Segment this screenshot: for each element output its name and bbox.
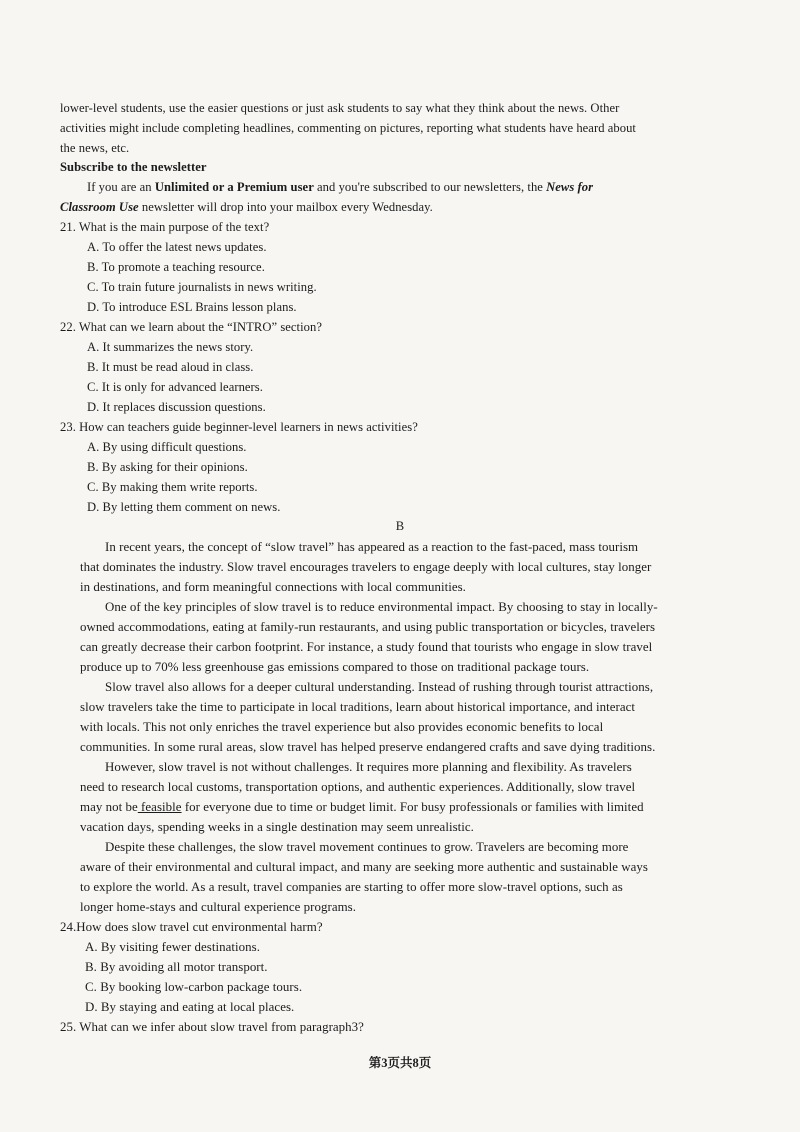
question-22-option-c: C. It is only for advanced learners. [87,380,263,394]
subscribe-paragraph-line-2 [60,199,433,215]
passage-b-p5-line-1: Despite these challenges, the slow travel movement continues to grow. Travelers are becoming more [105,840,629,854]
passage-b-p3-line-2: slow travelers take the time to participate in local traditions, learn about historical importance, and interact [80,700,636,714]
question-22-option-a: A. It summarizes the news story. [87,340,254,354]
passage-a-line-2: activities might include completing headlines, commenting on pictures, reporting what students have heard about [60,121,636,135]
passage-b-p2-line-1: One of the key principles of slow travel is to reduce environmental impact. By choosing to stay in locally- [105,600,658,614]
passage-b-p5-line-3: to explore the world. As a result, travel companies are starting to offer more slow-travel options, such as [80,880,623,894]
question-23-option-b: B. By asking for their opinions. [87,460,248,474]
question-22-stem: 22. What can we learn about the “INTRO” section? [60,320,322,334]
page-number-footer: 第3页共8页 [368,1056,432,1070]
subscribe-text-a: If you are an [87,180,155,194]
passage-b-p3-line-4: communities. In some rural areas, slow travel has helped preserve endangered crafts and save dying traditions. [80,740,656,754]
passage-b-p1-line-1: In recent years, the concept of “slow travel” has appeared as a reaction to the fast-paced, mass tourism [105,540,639,554]
passage-b-p2-line-3: can greatly decrease their carbon footprint. For instance, a study found that tourists who engage in slow travel [80,640,653,654]
question-23-option-d: D. By letting them comment on news. [87,500,281,514]
passage-b-p5-line-4: longer home-stays and cultural experience programs. [80,900,357,914]
question-24-option-b: B. By avoiding all motor transport. [85,960,268,974]
newsletter-title-part-2: Classroom Use [60,200,139,214]
question-25-stem: 25. What can we infer about slow travel from paragraph3? [60,1020,364,1034]
question-23-stem: 23. How can teachers guide beginner-level learners in news activities? [60,420,418,434]
subscribe-heading: Subscribe to the newsletter [60,160,207,174]
passage-a-line-1: lower-level students, use the easier questions or just ask students to say what they think about the news. Other [60,101,620,115]
passage-b-p4-line-2: need to research local customs, transportation options, and authentic experiences. Additionally, slow travel [80,780,636,794]
question-24-option-d: D. By staying and eating at local places. [85,1000,295,1014]
passage-b-p3-line-3: with locals. This not only enriches the travel experience but also provides economic benefits to local [80,720,604,734]
passage-b-p2-line-2: owned accommodations, eating at family-run restaurants, and using public transportation or bicycles, travelers [80,620,656,634]
passage-b-p2-line-4: produce up to 70% less greenhouse gas emissions compared to those on traditional package tours. [80,660,590,674]
p4-text-c: for everyone due to time or budget limit. For busy professionals or families with limited [181,800,644,814]
newsletter-title-part-1: News for [546,180,594,194]
question-23-option-a: A. By using difficult questions. [87,440,247,454]
passage-b-p5-line-2: aware of their environmental and cultural impact, and many are seeking more authentic and sustainable ways [80,860,648,874]
subscribe-paragraph-line-1 [87,179,593,195]
passage-b-p3-line-1: Slow travel also allows for a deeper cultural understanding. Instead of rushing through tourist attractions, [105,680,654,694]
passage-b-label: B [395,519,405,533]
question-24-stem: 24.How does slow travel cut environmental harm? [60,920,323,934]
subscribe-text-e: newsletter will drop into your mailbox every Wednesday. [138,200,433,214]
p4-text-a: may not be [80,800,138,814]
passage-b-p4-line-1: However, slow travel is not without challenges. It requires more planning and flexibility. As travelers [105,760,632,774]
question-21-option-b: B. To promote a teaching resource. [87,260,265,274]
passage-b-p4-line-3 [80,799,644,815]
question-21-stem: 21. What is the main purpose of the text? [60,220,270,234]
question-21-option-c: C. To train future journalists in news writing. [87,280,317,294]
subscribe-user-type: Unlimited or a Premium user [154,180,314,194]
passage-b-p1-line-2: that dominates the industry. Slow travel encourages travelers to engage deeply with local cultures, stay longer [80,560,652,574]
question-22-option-b: B. It must be read aloud in class. [87,360,254,374]
question-21-option-a: A. To offer the latest news updates. [87,240,267,254]
passage-b-p4-line-4: vacation days, spending weeks in a single destination may seem unrealistic. [80,820,474,834]
underlined-word-feasible: feasible [137,800,182,814]
question-23-option-c: C. By making them write reports. [87,480,258,494]
subscribe-text-c: and you're subscribed to our newsletters, the [313,180,547,194]
question-22-option-d: D. It replaces discussion questions. [87,400,266,414]
passage-a-line-3: the news, etc. [60,141,130,155]
question-21-option-d: D. To introduce ESL Brains lesson plans. [87,300,297,314]
question-24-option-a: A. By visiting fewer destinations. [85,940,260,954]
question-24-option-c: C. By booking low-carbon package tours. [85,980,303,994]
passage-b-p1-line-3: in destinations, and form meaningful connections with local communities. [80,580,466,594]
